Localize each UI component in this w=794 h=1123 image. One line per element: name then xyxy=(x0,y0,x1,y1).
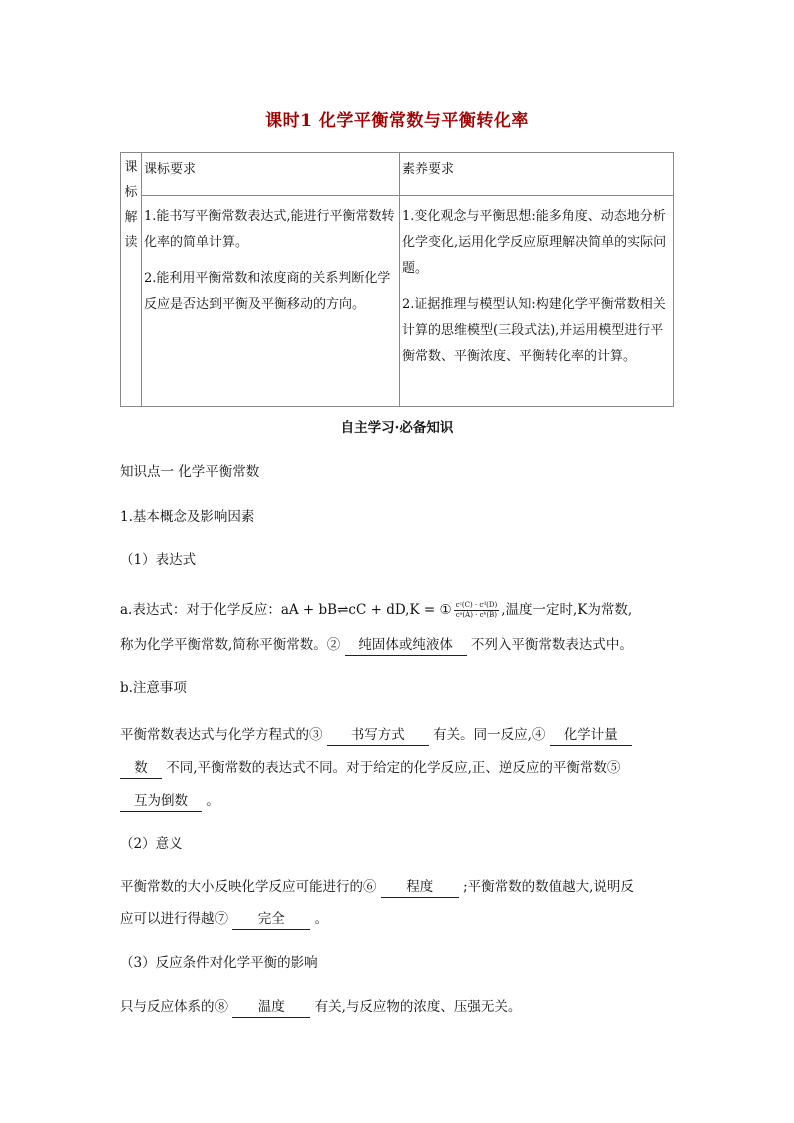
subheading-notes: b.注意事项 xyxy=(120,680,187,696)
answer-blank: 纯固体或纯液体 xyxy=(345,635,467,656)
text: 只与反应体系的⑧ xyxy=(120,999,228,1015)
side-char: 读 xyxy=(124,235,138,250)
subheading-expression: （1）表达式 xyxy=(120,552,197,568)
fraction-denominator: cᵃ(A) · cᵇ(B) xyxy=(455,611,497,619)
text: 应可以进行得越⑦ xyxy=(120,911,228,927)
fraction-numerator: cᶜ(C) · cᵈ(D) xyxy=(455,601,498,609)
literacy-item: 2.证据推理与模型认知:构建化学平衡常数相关计算的思维模型(三段式法),并运用模型进行平衡常数、平衡浓度、平衡转化率的计算。 xyxy=(402,297,666,364)
text: 。 xyxy=(206,793,220,809)
meaning-line-1 xyxy=(120,873,680,901)
side-char: 解 xyxy=(124,210,138,225)
text: 称为化学平衡常数,简称平衡常数。② xyxy=(120,637,341,653)
side-char: 标 xyxy=(124,185,138,200)
literacy-item: 1.变化观念与平衡思想:能多角度、动态地分析化学变化,运用化学反应原理解决简单的实际问题。 xyxy=(402,209,667,276)
text: 不列入平衡常数表达式中。 xyxy=(470,637,633,653)
notes-line-3 xyxy=(120,787,680,815)
equilibrium-fraction xyxy=(454,601,500,620)
col1-content xyxy=(142,196,400,407)
answer-blank: 温度 xyxy=(232,997,310,1018)
expression-line-2 xyxy=(120,631,680,659)
col1-header: 课标要求 xyxy=(142,153,400,196)
col2-header: 素养要求 xyxy=(400,153,674,196)
subheading-meaning: （2）意义 xyxy=(120,836,183,852)
notes-line-1 xyxy=(120,721,680,749)
answer-blank: 程度 xyxy=(381,877,459,898)
expression-text: a.表达式：对于化学反应：aA + bB⇌cC + dD,K = ① xyxy=(120,602,452,618)
text: 不同,平衡常数的表达式不同。对于给定的化学反应,正、逆反应的平衡常数⑤ xyxy=(166,760,621,776)
lesson-title: 课时1 化学平衡常数与平衡转化率 xyxy=(265,111,529,131)
text: ;平衡常数的数值越大,说明反 xyxy=(463,879,634,895)
answer-blank: 书写方式 xyxy=(327,725,429,746)
curriculum-table xyxy=(120,152,674,407)
expression-line xyxy=(120,596,680,624)
curriculum-item: 1.能书写平衡常数表达式,能进行平衡常数转化率的简单计算。 xyxy=(144,209,395,250)
section-title: 自主学习·必备知识 xyxy=(340,420,454,436)
meaning-line-2 xyxy=(120,905,680,933)
text: 。 xyxy=(314,911,329,927)
answer-blank: 完全 xyxy=(232,909,310,930)
answer-blank: 数 xyxy=(120,758,162,779)
side-label xyxy=(121,153,142,407)
col2-content xyxy=(400,196,674,407)
subheading-conditions: （3）反应条件对化学平衡的影响 xyxy=(120,955,318,971)
answer-blank: 互为倒数 xyxy=(120,791,202,812)
notes-line-2 xyxy=(120,754,680,782)
answer-blank: 化学计量 xyxy=(550,725,632,746)
text: 有关。同一反应,④ xyxy=(433,727,546,743)
knowledge-point-heading: 知识点一 化学平衡常数 xyxy=(120,464,260,480)
text: 平衡常数的大小反映化学反应可能进行的⑥ xyxy=(120,879,377,895)
text: 平衡常数表达式与化学方程式的③ xyxy=(120,727,323,743)
expression-text: ,温度一定时,K为常数, xyxy=(501,602,633,618)
conditions-line xyxy=(120,993,680,1021)
subheading: 1.基本概念及影响因素 xyxy=(120,509,255,525)
text: 有关,与反应物的浓度、压强无关。 xyxy=(314,999,522,1015)
curriculum-item: 2.能利用平衡常数和浓度商的关系判断化学反应是否达到平衡及平衡移动的方向。 xyxy=(144,271,391,312)
side-char: 课 xyxy=(124,160,138,175)
